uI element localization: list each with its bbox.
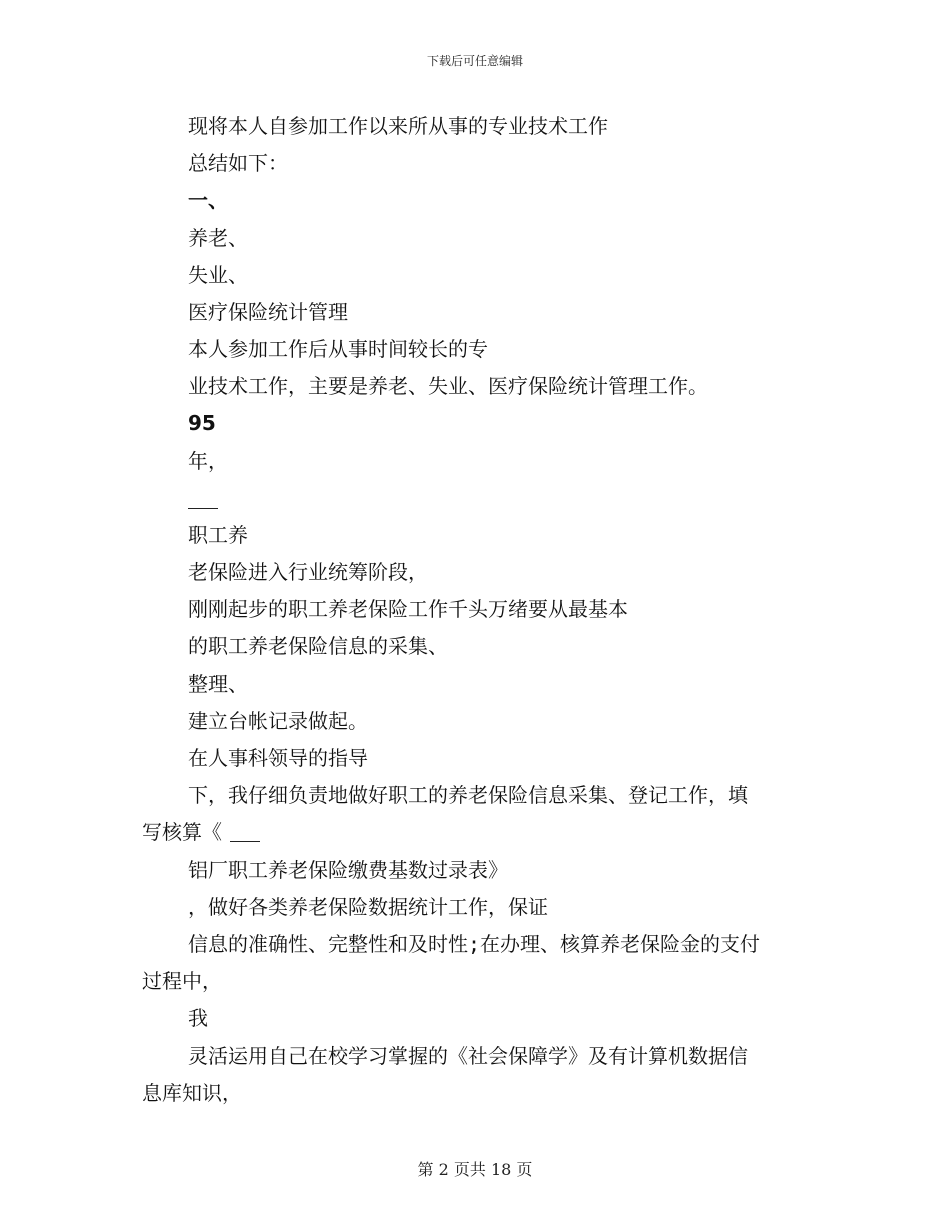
text-line: 信息的准确性、完整性和及时性;在办理、核算养老保险金的支付: [188, 932, 761, 956]
text-line: 整理、: [188, 672, 248, 696]
text-line: 下，我仔细负责地做好职工的养老保险信息采集、登记工作，填: [188, 783, 748, 807]
text-line: 老保险进入行业统筹阶段，: [188, 560, 428, 584]
text-line: 的职工养老保险信息的采集、: [188, 634, 448, 658]
text-line: 刚刚起步的职工养老保险工作千头万绪要从最基本: [188, 597, 628, 621]
text-line: 在人事科领导的指导: [188, 746, 368, 770]
text-line: 职工养: [188, 523, 248, 547]
blank-underline: [188, 508, 218, 509]
section-number: 一、: [188, 188, 228, 212]
text-line: 总结如下：: [188, 151, 288, 175]
text-line: 写核算《: [142, 820, 222, 844]
blank-underline: [230, 841, 260, 842]
year-number: 95: [188, 411, 216, 435]
text-line: 医疗保险统计管理: [188, 300, 348, 324]
header-note: 下载后可任意编辑: [426, 54, 523, 68]
text-line: 灵活运用自己在校学习掌握的《社会保障学》及有计算机数据信: [188, 1044, 748, 1068]
text-line: 现将本人自参加工作以来所从事的专业技术工作: [188, 114, 608, 138]
text-line: 本人参加工作后从事时间较长的专: [188, 337, 488, 361]
text-line: 业技术工作，主要是养老、失业、医疗保险统计管理工作。: [188, 374, 708, 398]
text-line: 建立台帐记录做起。: [188, 709, 368, 733]
text-line: 年，: [188, 449, 228, 473]
text-line: 过程中，: [142, 969, 222, 993]
text-line: 息库知识，: [142, 1081, 242, 1105]
page-number: 第 2 页共 18 页: [417, 1160, 533, 1179]
text-line: 我: [188, 1006, 208, 1030]
text-line: ，做好各类养老保险数据统计工作，保证: [188, 895, 548, 919]
text-line: 养老、: [188, 226, 248, 250]
text-line: 失业、: [188, 263, 248, 287]
text-line: 铝厂职工养老保险缴费基数过录表》: [188, 858, 508, 882]
